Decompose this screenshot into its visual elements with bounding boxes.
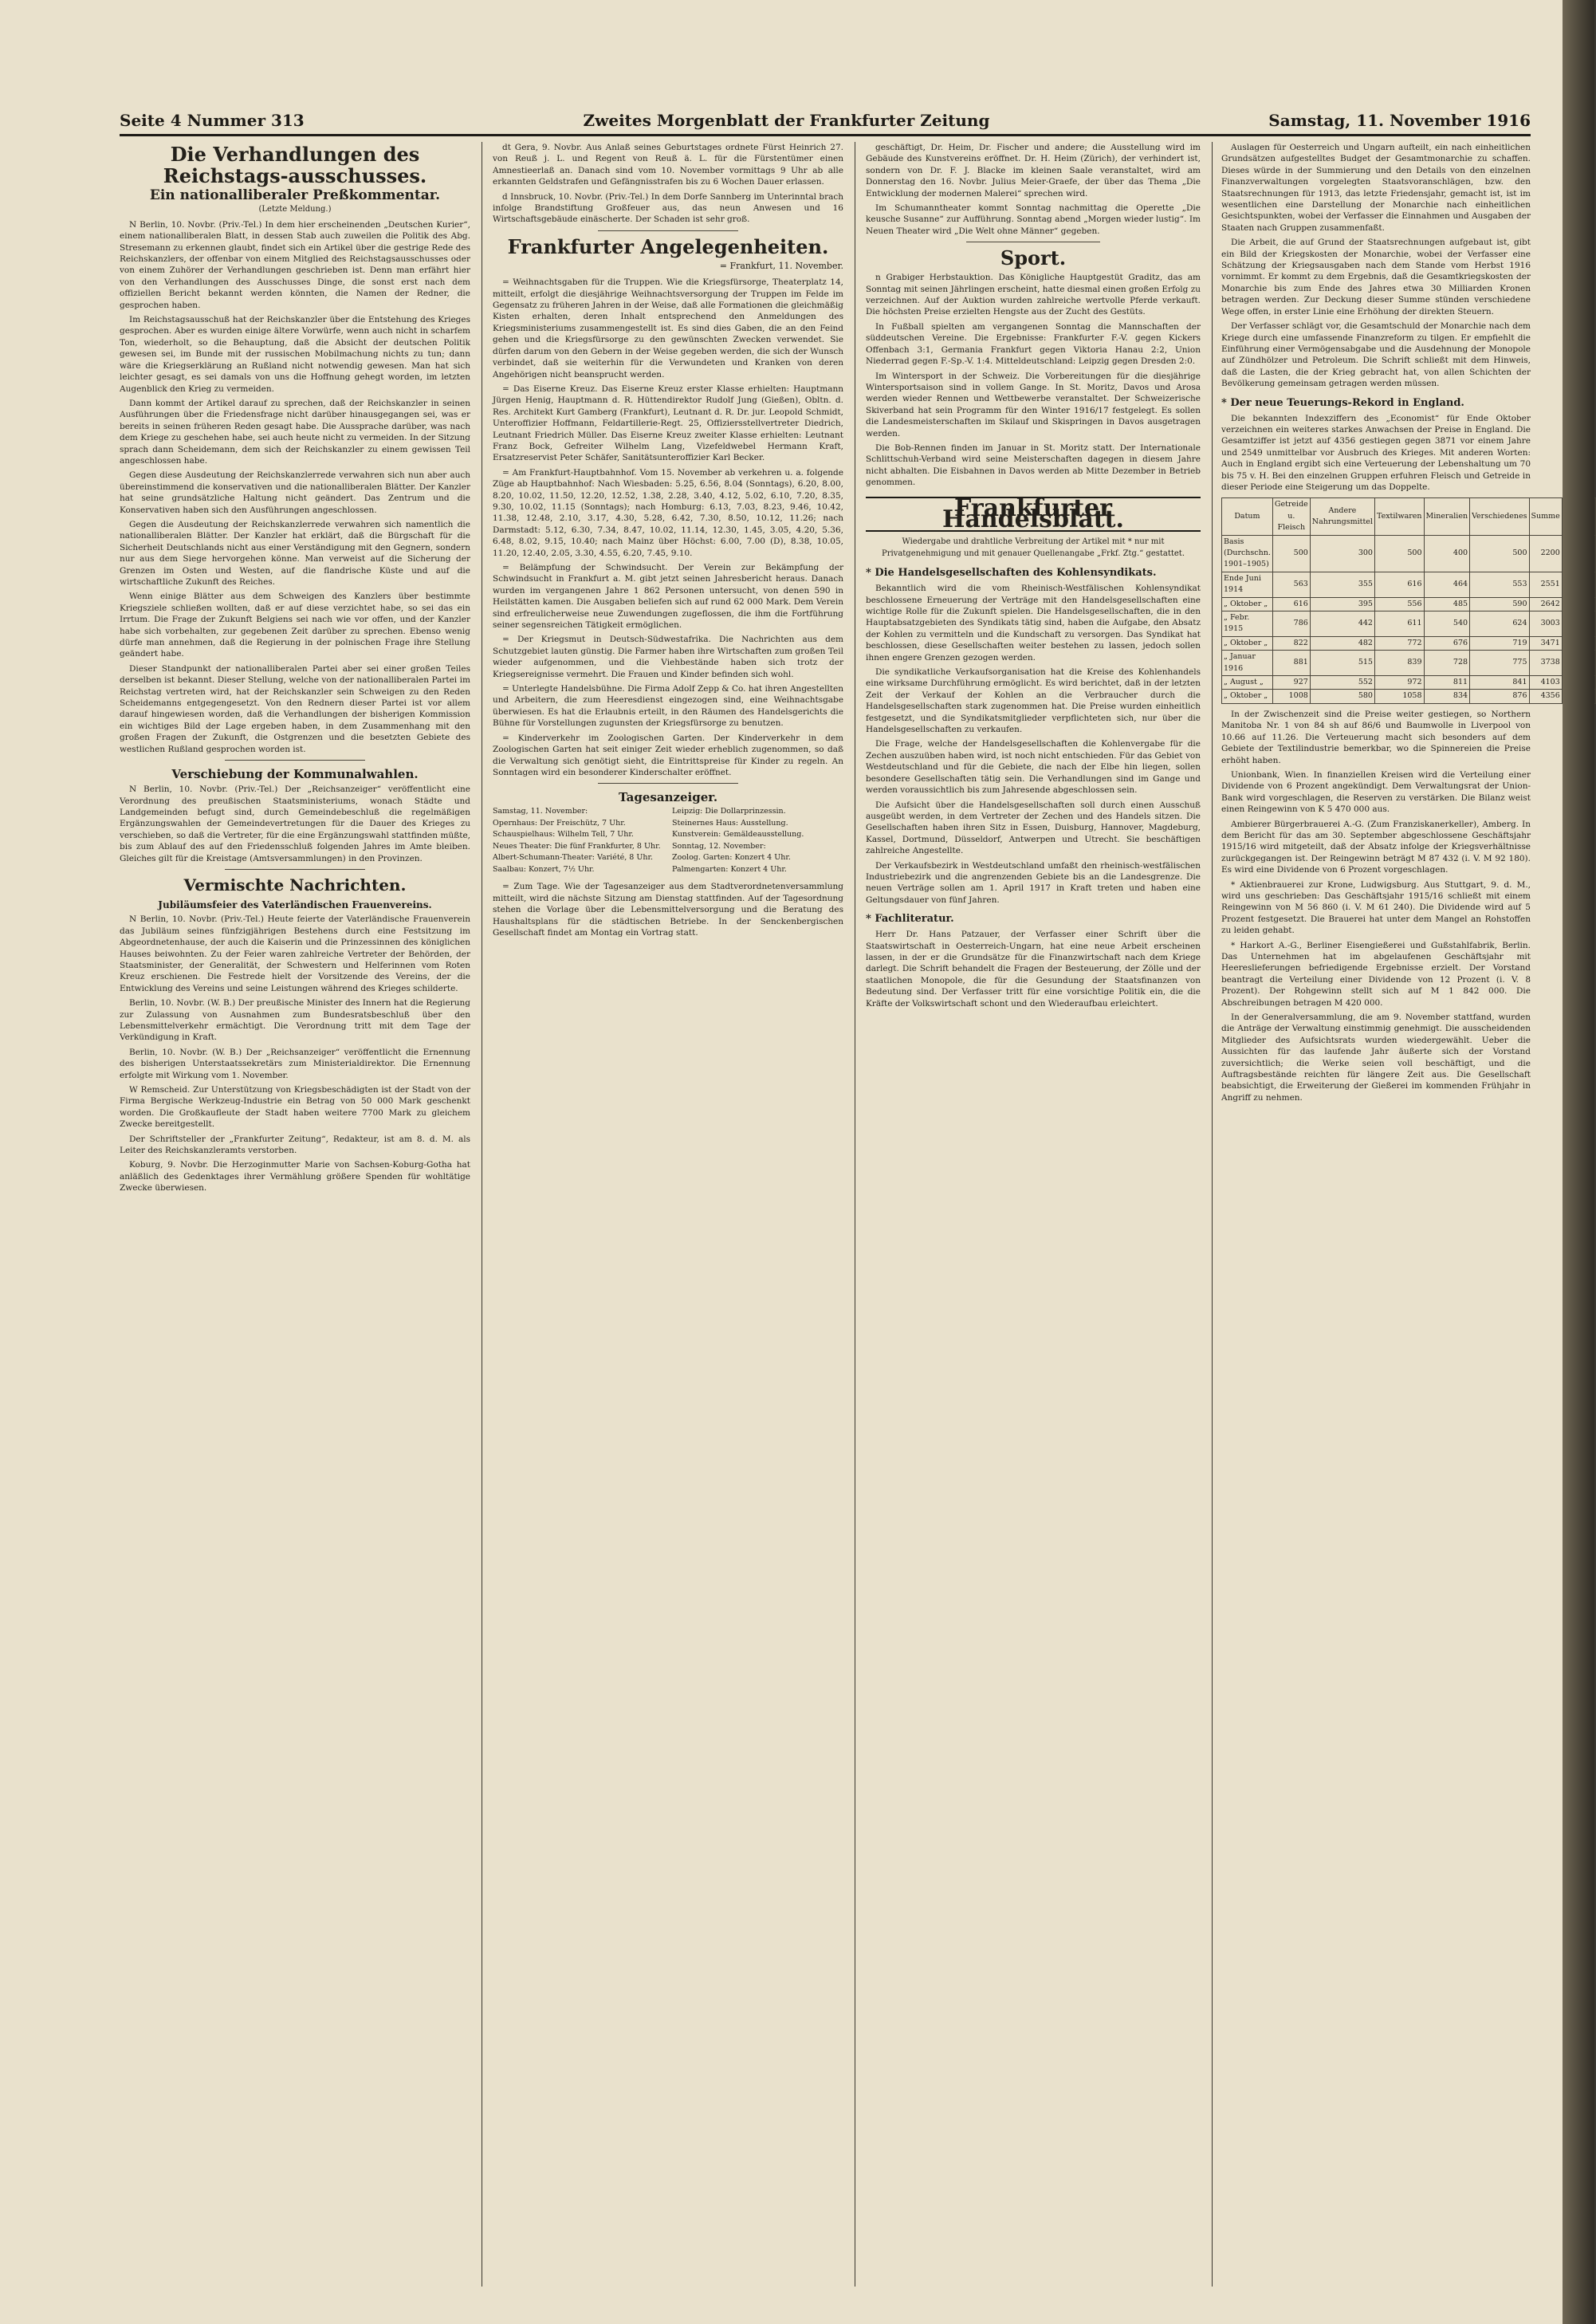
paragraph: Herr Dr. Hans Patzauer, der Verfasser einer Schrift über die Staatswirtschaft in Oesterreich-Ungarn, hat eine neue Arbeit erscheinen lassen, in der er die Grundsätze für die Finanzwirtschaft nach dem Kriege darlegt. Die Schrift behandelt die Fragen der Besteuerung, der Zölle und der staatlichen Monopole, die für die Gesundung der Staatsfinanzen von Bedeutung sind. Der Verfasser tritt für eine vorsichtige Politik ein, die die Kräfte der Volkswirtschaft schont und den Wiederaufbau erleichtert. — [866, 930, 1201, 1009]
table-cell: 3738 — [1529, 651, 1562, 676]
table-cell: 464 — [1424, 572, 1470, 597]
table-cell: 553 — [1470, 572, 1529, 597]
paragraph: Im Reichstagsausschuß hat der Reichskanzler über die Entstehung des Krieges gesprochen. Aber es wurden einige ältere Vorwürfe, wenn auch nicht in scharfem Ton, wiederholt, so die Behauptung, daß die Absicht der deutschen Politik gewesen sei, im Bunde mit der russischen Mobilmachung nichts zu tun; dann wäre die Kriegserklärung an Rußland nicht notwendig gewesen. Man hat sich leichter gesagt, es sei damals von uns die Hoffnung gehegt worden, im letzten Augenblick den Krieg zu vermeiden. — [120, 315, 470, 394]
paragraph: Auslagen für Oesterreich und Ungarn aufteilt, ein nach einheitlichen Grundsätzen aufgestelltes Budget der Gesamtmonarchie zu schaffen. Dieses würde in der Summierung und den Details von den einzelnen Finanzverwaltungen vorgelegten Staatsvoranschlägen, bzw. den Staatsrechnungen für 1913, das letzte Friedensjahr, gemacht ist, ist im wesentlichen eine Darstellung der Monarchie nach einheitlichen Gesichtspunkten, wobei der Verfasser die Einnahmen und Ausgaben der Staaten nach Gruppen zusammenfaßt. — [1221, 143, 1531, 233]
paragraph: = Das Eiserne Kreuz. Das Eiserne Kreuz erster Klasse erhielten: Hauptmann Jürgen Henig, Hauptmann d. R. Hüttendirektor Rudolf Jung (Gießen), Obltn. d. Res. Architekt Kurt Gamberg (Frankfurt), Leutnant d. R. Dr. jur. Leopold Schmidt, Unteroffizier Hoffmann, Feldartillerie-Regt. 25, Offiziersstellvertreter Diedrich, Leutnant Friedrich Müller. Das Eiserne Kreuz zweiter Klasse erhielten: Leutnant Franz Bock, Gefreiter Wilhelm Lang, Vizefeldwebel Hermann Kraft, Ersatzreservist Peter Schäfer, Sanitätsunteroffizier Karl Becker. — [493, 383, 843, 463]
tagesanzeiger-listing — [493, 807, 843, 876]
paragraph: * Harkort A.-G., Berliner Eisengießerei und Gußstahlfabrik, Berlin. Das Unternehmen hat im abgelaufenen Geschäftsjahr mit Heereslieferungen befriedigende Ergebnisse erzielt. Der Vorstand beantragt die Verteilung einer Dividende von 12 Prozent (i. V. 8 Prozent). Der Rohgewinn stellt sich auf M 1 842 000. Die Abschreibungen betragen M 420 000. — [1221, 940, 1531, 1008]
paragraph: = Weihnachtsgaben für die Truppen. Wie die Kriegsfürsorge, Theaterplatz 14, mitteilt, erfolgt die diesjährige Weihnachtsversorgung der Truppen im Felde im Gegensatz zu früheren Jahren in der Weise, daß alle Formationen die gleichmäßig Kisten erhalten, deren Inhalt entsprechend den Anmeldungen des Kriegsministeriums zusammengestellt ist. Es sind dies Gaben, die an den Feind gehen und die Kriegsfürsorge zu den gewünschten Zwecken verwendet. Sie dürfen darum von den Gebern in der Weise gegeben werden, die sich der Wunsch verbindet, daß sie weiterhin für die Verwundeten und Kranken von deren Angehörigen nicht beansprucht werden. — [493, 277, 843, 379]
table-cell: 881 — [1272, 651, 1310, 676]
table-cell: 772 — [1374, 636, 1424, 650]
table-cell: 3003 — [1529, 611, 1562, 637]
listing-item: Zoolog. Garten: Konzert 4 Uhr. — [672, 853, 791, 863]
paragraph: = Unterlegte Handelsbühne. Die Firma Adolf Zepp & Co. hat ihren Angestellten und Arbeitern, die zum Heeresdienst eingezogen sind, eine Weihnachtsgabe überwiesen. Es hat die Erlaubnis erteilt, in den Räumen des Handelsgerichts die Bühne für Vorstellungen zugunsten der Kriegsfürsorge zu benutzen. — [493, 684, 843, 729]
table-row — [1222, 676, 1596, 690]
table-cell: 485 — [1424, 597, 1470, 611]
table-cell: 616 — [1374, 572, 1424, 597]
binding-gutter — [1563, 0, 1594, 2324]
listing-item: Schauspielhaus: Wilhelm Tell, 7 Uhr. — [493, 830, 634, 840]
paragraph: N Berlin, 10. Novbr. (Priv.-Tel.) Der „Reichsanzeiger“ veröffentlicht eine Verordnung des preußischen Staatsministeriums, wonach Städte und Landgemeinden befugt sind, durch Gemeindebeschluß die regelmäßigen Ergänzungswahlen der Gemeindevertretungen für die Dauer des Krieges zu verschieben, so daß die Vertreter, für die eine Ergänzungswahl stattfinden müßte, bis zum Ablauf des auf den Friedensschluß folgenden Jahres im Amte bleiben. Gleiches gilt für die Kreistage (Amtsversammlungen) in den Provinzen. — [120, 784, 470, 863]
table-header-row — [1222, 498, 1596, 535]
paragraph: In der Zwischenzeit sind die Preise weiter gestiegen, so Northern Manitoba Nr. 1 von 84 sh auf 86/6 und Baumwolle in Liverpool von 10.66 auf 11.26. Die Verteuerung macht sich besonders auf dem Gebiete der Textilindustrie bemerkbar, wo die Spinnereien die Preise erhöht haben. — [1221, 709, 1531, 765]
paragraph: Die Aufsicht über die Handelsgesellschaften soll durch einen Ausschuß ausgeübt werden, in dem Vertreter der Zechen und des Handels sitzen. Die Gesellschaften haben ihren Sitz in Essen, Duisburg, Hannover, Magdeburg, Kassel, Dortmund, Düsseldorf, Antwerpen und Utrecht. Sie beschäftigen zahlreiche Angestellte. — [866, 800, 1201, 856]
table-header-cell: Textilwaren — [1374, 498, 1424, 535]
paragraph: = Am Frankfurt-Hauptbahnhof. Vom 15. November ab verkehren u. a. folgende Züge ab Hauptbahnhof: Nach Wiesbaden: 5.25, 6.56, 8.04 (Sonntags), 6.20, 8.00, 8.20, 10.02, 11.50, 12.20, 12.52, 1.38, 2.28, 3.40, 4.12, 5.02, 6.10, 7.20, 8.35, 9.30, 10.02, 11.15 (Sonntags); nach Homburg: 6.13, 7.03, 8.23, 9.46, 10.42, 11.38, 12.48, 2.10, 3.17, 4.30, 5.28, 6.42, 7.30, 8.50, 10.12, 11.26; nach Darmstadt: 5.12, 6.30, 7.34, 8.47, 10.02, 11.14, 12.30, 1.45, 3.05, 4.20, 5.36, 6.48, 8.02, 9.15, 10.40; nach Mainz über Höchst: 6.00, 7.00 (D), 8.38, 10.05, 11.20, 12.40, 2.05, 3.30, 4.55, 6.20, 7.45, 9.10. — [493, 467, 843, 558]
paragraph: Berlin, 10. Novbr. (W. B.) Der preußische Minister des Innern hat die Regierung zur Zulassung von Ausnahmen zum Bundesratsbeschluß über den Lebensmittelverkehr ermächtigt. Die Verordnung tritt mit dem Tage der Verkündigung in Kraft. — [120, 998, 470, 1043]
paragraph: dt Gera, 9. Novbr. Aus Anlaß seines Geburtstages ordnete Fürst Heinrich 27. von Reuß j. L. und Regent von Reuß ä. L. für die Fürstentümer einen Amnestieerlaß an. Danach sind vom 10. November vormittags 9 Uhr ab alle erkannten Geldstrafen und Gefängnisstrafen bis zu 6 Wochen Dauer erlassen. — [493, 143, 843, 187]
article-title-reichstag: Die Verhandlungen des Reichstags-ausschusses. — [163, 143, 427, 187]
table-row — [1222, 572, 1596, 597]
table-cell: 1058 — [1374, 690, 1424, 703]
paragraph: Dieser Standpunkt der nationalliberalen Partei aber sei einer großen Teiles derselben ist bekannt. Dieser Stellung, welche von der nationalliberalen Partei im Reichstag vertreten wird, hat der Reichskanzler sein Schweigen zu den Reden Scheidemanns entgegengesetzt. Von den Rednern dieser Partei ist vor allem darauf hingewiesen worden, daß die Verhandlungen der bisherigen Kommission ein wichtiges Bild der Lage ergeben haben, in dem Zusammenhang mit den großen Fragen der Zukunft, die Ostgrenzen und die besetzten Gebiete des westlichen Rußland gesprochen worden ist. — [120, 663, 470, 754]
paragraph: = Zum Tage. Wie der Tagesanzeiger aus dem Stadtverordnetenversammlung mitteilt, wird die nächste Sitzung am Dienstag stattfinden. Auf der Tagesordnung stehen die Vorlage über die Lebensmittelversorgung und die Beratung des Haushaltsplans für die städtischen Betriebe. In der Senckenbergischen Gesellschaft findet am Montag ein Vortrag statt. — [493, 882, 843, 938]
table-cell: Ende Juni 1914 — [1222, 572, 1273, 597]
paragraph: Berlin, 10. Novbr. (W. B.) Der „Reichsanzeiger“ veröffentlicht die Ernennung des bisherigen Unterstaatssekretärs zum Ministerialdirektor. Die Ernennung erfolgte mit Wirkung vom 1. November. — [120, 1047, 470, 1080]
listing-item: Kunstverein: Gemäldeausstellung. — [672, 830, 804, 840]
table-cell: 876 — [1470, 690, 1529, 703]
table-cell: 400 — [1424, 535, 1470, 572]
paragraph: N Berlin, 10. Novbr. (Priv.-Tel.) In dem hier erscheinenden „Deutschen Kurier“, einem nationalliberalen Blatt, in dessen Stab auch zuweilen die Politik des Abg. Stresemann zu erkennen glaubt, findet sich ein Artikel über die gestrige Rede des Reichskanzlers, der offenbar von einem Mitglied des Reichstagsausschusses oder von einem Zuhörer der Verhandlungen geschrieben ist. Denn man erfährt hier von den Verhandlungen des Ausschusses Dinge, die sonst erst nach dem offiziellen Bericht bekannt werden könnten, die Namen der Redner, die gesprochen haben. — [120, 219, 470, 310]
subheading-jubilaeum: Jubiläumsfeier des Vaterländischen Frauenvereins. — [158, 899, 432, 910]
table-cell: 3471 — [1529, 636, 1562, 650]
handelsblatt-banner: Frankfurter Handelsblatt. — [866, 497, 1201, 533]
paragraph: Die syndikatliche Verkaufsorganisation hat die Kreise des Kohlenhandels eine wirksame Durchführung ermöglicht. Es wird berichtet, daß in der letzten Zeit der Verkauf der Kohlen an die Verbraucher durch die Handelsgesellschaften stark zugenommen hat. Die Preise wurden einheitlich festgesetzt, und die Syndikatsmitglieder verpflichteten sich, nur über die Handelsgesellschaften zu verkaufen. — [866, 667, 1201, 735]
heading-tagesanzeiger: Tagesanzeiger. — [618, 790, 718, 805]
paragraph: Unionbank, Wien. In finanziellen Kreisen wird die Verteilung einer Dividende von 6 Prozent angekündigt. Dem Verwaltungsrat der Union-Bank wird vorgeschlagen, die Reserven zu verstärken. Die Bilanz weist einen Reingewinn von K 5 470 000 aus. — [1221, 769, 1531, 815]
table-cell: 2200 — [1529, 535, 1562, 572]
paragraph: Die bekannten Indexziffern des „Economist“ für Ende Oktober verzeichnen ein weiteres starkes Anwachsen der Preise in England. Die Gesamtziffer ist jetzt auf 4356 gestiegen gegen 3871 vor einem Jahre und 2549 unmittelbar vor Ausbruch des Krieges. Mit anderen Worten: Auch in England ergibt sich eine Verteuerung der Lebenshaltung um 70 bis 75 v. H. Bei den einzelnen Gruppen erfuhren Fleisch und Getreide in dieser Periode eine Steigerung um das Doppelte. — [1221, 413, 1531, 492]
table-cell: 786 — [1272, 611, 1310, 637]
table-cell: 300 — [1310, 535, 1374, 572]
tagesanzeiger-left — [493, 807, 664, 876]
article-subtitle: Ein nationalliberaler Preßkommentar. — [149, 187, 441, 203]
separator — [598, 230, 738, 231]
table-cell: 395 — [1310, 597, 1374, 611]
masthead-paper-title: Zweites Morgenblatt der Frankfurter Zeitung — [583, 111, 990, 130]
table-cell: 2642 — [1529, 597, 1562, 611]
table-cell: 719 — [1470, 636, 1529, 650]
table-header-cell: Verschiedenes — [1470, 498, 1529, 535]
table-cell: „ Oktober „ — [1222, 690, 1273, 703]
paragraph: In Fußball spielten am vergangenen Sonntag die Mannschaften der süddeutschen Vereine. Die Ergebnisse: Frankfurter F.-V. gegen Kickers Offenbach 3:1, Germania Frankfurt gegen Viktoria Hanau 2:2, Union Niederrad gegen F.-Sp.-V. 1:4. Mitteldeutschland: Leipzig gegen Dresden 2:0. — [866, 321, 1201, 367]
table-cell: 580 — [1310, 690, 1374, 703]
table-row — [1222, 535, 1596, 572]
paragraph: = Der Kriegsmut in Deutsch-Südwestafrika. Die Nachrichten aus dem Schutzgebiet lauten günstig. Die Farmer haben ihre Wirtschaften zum großen Teil wieder aufgenommen, und die Viehbestände haben sich trotz der Kriegsereignisse vermehrt. Die Frauen und Kinder befinden sich wohl. — [493, 635, 843, 679]
table-cell: „ Oktober „ — [1222, 636, 1273, 650]
heading-fachliteratur: * Fachliteratur. — [866, 913, 954, 926]
heading-frankfurter-angelegenheiten: Frankfurter Angelegenheiten. — [507, 234, 829, 258]
top-rule — [120, 134, 1531, 136]
paragraph: * Aktienbrauerei zur Krone, Ludwigsburg. Aus Stuttgart, 9. d. M., wird uns geschrieben: Das Geschäftsjahr 1915/16 schließt mit einem Reingewinn von M 56 860 (i. V. M 61 240). Die Dividende wird auf 5 Prozent festgesetzt. Die Brauerei hat unter dem Mangel an Rohstoffen zu leiden gehabt. — [1221, 879, 1531, 936]
paragraph: N Berlin, 10. Novbr. (Priv.-Tel.) Heute feierte der Vaterländische Frauenverein das Jubiläum seines fünfzigjährigen Bestehens durch eine Festsitzung im Abgeordnetenhause, der auch die Kaiserin und die Prinzessinnen des königlichen Hauses beiwohnten. Zu der Feier waren zahlreiche Vertreter der Behörden, der Staatsminister, der Generalität, der Schwestern und Helferinnen vom Roten Kreuz erschienen. Die Festrede hielt der Vorsitzende des Vereins, der die Entwicklung des Vereins und seine Leistungen während des Krieges schilderte. — [120, 914, 470, 993]
masthead-page-number: Seite 4 Nummer 313 — [120, 111, 305, 130]
paragraph: Bekanntlich wird die vom Rheinisch-Westfälischen Kohlensyndikat beschlossene Erneuerung der Verträge mit den Handelsgesellschaften eine wichtige Rolle für die Zukunft spielen. Die Handelsgesellschaften, die in den Hauptabsatzgebieten des Syndikats tätig sind, haben die Aufgabe, den Absatz der Kohlen zu vermitteln und die Kundschaft zu versorgen. Das Syndikat hat beschlossen, diese Gesellschaften weiter bestehen zu lassen, jedoch sollen ihnen engere Grenzen gezogen werden. — [866, 584, 1201, 663]
table-header-cell: Datum — [1222, 498, 1273, 535]
table-cell: 355 — [1310, 572, 1374, 597]
separator — [225, 869, 365, 870]
tagesanzeiger-right — [672, 807, 843, 876]
table-cell: 927 — [1272, 676, 1310, 690]
paragraph: Gegen die Ausdeutung der Reichskanzlerrede verwahren sich namentlich die nationalliberalen Blätter. Der Kanzler hat erklärt, daß die Bürgschaft für die Sicherheit Deutschlands nicht aus einer Verständigung mit den Gegnern, sondern nur aus dem Siege hervorgehen könne. Man verweist auf die Sicherung der Grenzen im Osten und Westen, auf die flandrische Küste und auf die wirtschaftliche Zukunft des Reiches. — [120, 519, 470, 587]
paragraph: d Innsbruck, 10. Novbr. (Priv.-Tel.) In dem Dorfe Sannberg im Unterinntal brach infolge Brandstiftung Großfeuer aus, das neun Anwesen und 16 Wirtschaftsgebäude einäscherte. Der Schaden ist sehr groß. — [493, 191, 843, 225]
table-cell: 4103 — [1529, 676, 1562, 690]
table-cell: „ Januar 1916 — [1222, 651, 1273, 676]
table-cell: 972 — [1374, 676, 1424, 690]
column-3 — [866, 142, 1201, 2287]
heading-sport: Sport. — [1000, 246, 1067, 270]
dateline: = Frankfurt, 11. November. — [719, 260, 843, 271]
listing-item: Albert-Schumann-Theater: Variété, 8 Uhr. — [493, 853, 653, 863]
table-header-cell: Mineralien — [1424, 498, 1470, 535]
listing-item: Sonntag, 12. November: — [672, 841, 766, 851]
table-cell: 552 — [1310, 676, 1374, 690]
paragraph: Ambierer Bürgerbrauerei A.-G. (Zum Franziskanerkeller), Amberg. In dem Bericht für das am 30. September abgeschlossene Geschäftsjahr 1915/16 wird mitgeteilt, daß der Absatz infolge der Kriegsverhältnisse zurückgegangen ist. Der Reingewinn beträgt M 87 432 (i. V. M 92 180). Es wird eine Dividende von 6 Prozent vorgeschlagen. — [1221, 819, 1531, 875]
table-cell: 822 — [1272, 636, 1310, 650]
table-cell: 841 — [1470, 676, 1529, 690]
table-cell: 728 — [1424, 651, 1470, 676]
column-4 — [1221, 142, 1560, 2287]
table-cell: 4356 — [1529, 690, 1562, 703]
listing-item: Neues Theater: Die fünf Frankfurter, 8 Uhr. — [493, 841, 661, 851]
table-cell: 624 — [1470, 611, 1529, 637]
listing-item: Saalbau: Konzert, 7½ Uhr. — [493, 864, 595, 874]
paragraph: = Belämpfung der Schwindsucht. Der Verein zur Bekämpfung der Schwindsucht in Frankfurt a. M. gibt jetzt seinen Jahresbericht heraus. Danach wurden im vergangenen Jahre 1 862 Personen untersucht, von denen 590 in Heilstätten kamen. Die Ausgaben beliefen sich auf rund 62 000 Mark. Dem Verein sind erfreulicherweise neue Zuwendungen zugeflossen, die ihm die Fortführung seiner segensreichen Tätigkeit ermöglichen. — [493, 563, 843, 631]
table-cell: 611 — [1374, 611, 1424, 637]
heading-teuerung: * Der neue Teuerungs-Rekord in England. — [1221, 396, 1464, 409]
table-cell: 556 — [1374, 597, 1424, 611]
paragraph: Im Wintersport in der Schweiz. Die Vorbereitungen für die diesjährige Wintersportsaison sind in vollem Gange. In St. Moritz, Davos und Arosa werden wieder Rennen und Wettbewerbe veranstaltet. Der Schweizerische Skiverband hat sein Programm für den Winter 1916/17 festgelegt. Es sollen die Landesmeisterschaften im Skilauf und Skispringen in Davos ausgetragen werden. — [866, 371, 1201, 438]
table-row — [1222, 651, 1596, 676]
paragraph: Der Schriftsteller der „Frankfurter Zeitung“, Redakteur, ist am 8. d. M. als Leiter des Reichskanzleramts verstorben. — [120, 1134, 470, 1156]
paragraph: Wenn einige Blätter aus dem Schweigen des Kanzlers über bestimmte Kriegsziele schließen wollten, daß er auf diese verzichtet habe, so sei das ein Irrtum. Die Frage der Zukunft Belgiens sei nach wie vor offen, und der Kanzler habe sich vorbehalten, zur gegebenen Zeit darüber zu sprechen. Ebenso wenig dürfe man annehmen, daß die Regierung in der polnischen Frage ihre Stellung geändert habe. — [120, 592, 470, 659]
article-note: (Letzte Meldung.) — [258, 205, 332, 214]
table-cell: 500 — [1272, 535, 1310, 572]
table-cell: 2551 — [1529, 572, 1562, 597]
paragraph: Gegen diese Ausdeutung der Reichskanzlerrede verwahren sich nun aber auch übereinstimmend die konservativen und die nationalliberalen Blätter. Der Kanzler hat seine grundsätzliche Haltung nicht geändert. Das Zentrum und die Konservativen haben sich den Ausführungen angeschlossen. — [120, 470, 470, 515]
table-header-cell: Andere Nahrungsmittel — [1310, 498, 1374, 535]
price-index-table — [1221, 497, 1596, 704]
listing-item: Opernhaus: Der Freischütz, 7 Uhr. — [493, 818, 626, 828]
listing-item: Leipzig: Die Dollarprinzessin. — [672, 807, 786, 816]
table-cell: 540 — [1424, 611, 1470, 637]
table-header-cell: Getreide u. Fleisch — [1272, 498, 1310, 535]
listing-item: Palmengarten: Konzert 4 Uhr. — [672, 864, 787, 874]
paragraph: Der Verkaufsbezirk in Westdeutschland umfaßt den rheinisch-westfälischen Industriebezirk und die angrenzenden Gebiete bis an die Landesgrenze. Die neuen Verträge sollen am 1. April 1917 in Kraft treten und haben eine Geltungsdauer von fünf Jahren. — [866, 860, 1201, 905]
masthead — [120, 112, 1531, 129]
table-row — [1222, 636, 1596, 650]
table-cell: 590 — [1470, 597, 1529, 611]
table-cell: 811 — [1424, 676, 1470, 690]
separator — [598, 783, 738, 784]
paragraph: geschäftigt, Dr. Heim, Dr. Fischer und andere; die Ausstellung wird im Gebäude des Kunstvereins eröffnet. Dr. H. Heim (Zürich), der verhindert ist, sondern von Dr. F. J. Blacke im kleinen Saale veranstaltet, wird am Donnerstag den 16. Novbr. Julius Meier-Graefe, der über das Thema „Die Entwicklung der modernen Malerei“ sprechen wird. — [866, 143, 1201, 199]
paragraph: Die Bob-Rennen finden im Januar in St. Moritz statt. Der Internationale Schlittschuh-Verband wird seine Meisterschaften dagegen in diesem Jahre nicht abhalten. Die Eisbahnen in Davos werden ab Mitte Dezember in Betrieb genommen. — [866, 442, 1201, 488]
table-cell: 482 — [1310, 636, 1374, 650]
table-cell: 442 — [1310, 611, 1374, 637]
table-cell: 775 — [1470, 651, 1529, 676]
table-cell: 676 — [1424, 636, 1470, 650]
column-1 — [120, 142, 470, 2287]
listing-item: Samstag, 11. November: — [493, 807, 588, 816]
heading-vermischte: Vermischte Nachrichten. — [183, 875, 407, 895]
paragraph: Dann kommt der Artikel darauf zu sprechen, daß der Reichskanzler in seinen Ausführungen über die Friedensfrage nicht darüber hinausgegangen sei, was er bereits in seinen früheren Reden gesagt habe. Die Aussprache darüber, was nach dem Kriege zu geschehen habe, sei auch heute nicht zu vermeiden. In der Sitzung sprach dann Scheidemann, dem sich der Reichskanzler zu einem gewissen Teil angeschlossen habe. — [120, 398, 470, 466]
table-cell: 500 — [1470, 535, 1529, 572]
table-cell: 839 — [1374, 651, 1424, 676]
table-cell: „ Febr. 1915 — [1222, 611, 1273, 637]
paragraph: W Remscheid. Zur Unterstützung von Kriegsbeschädigten ist der Stadt von der Firma Bergische Werkzeug-Industrie ein Betrag von 50 000 Mark geschenkt worden. Die Großkaufleute der Stadt haben weitere 7700 Mark zu gleichem Zwecke bereitgestellt. — [120, 1085, 470, 1130]
paragraph: Koburg, 9. Novbr. Die Herzoginmutter Marie von Sachsen-Koburg-Gotha hat anläßlich des Gedenktages ihrer Vermählung größere Spenden für wohltätige Zwecke überwiesen. — [120, 1160, 470, 1193]
column-divider — [1212, 142, 1213, 2287]
separator — [225, 760, 365, 761]
table-cell: Basis (Durchschn. 1901–1905) — [1222, 535, 1273, 572]
table-cell: 616 — [1272, 597, 1310, 611]
paragraph: Im Schumanntheater kommt Sonntag nachmittag die Operette „Die keusche Susanne“ zur Aufführung. Sonntag abend „Morgen wieder lustig“. Im Neuen Theater wird „Die Welt ohne Männer“ gegeben. — [866, 203, 1201, 236]
table-cell: 500 — [1374, 535, 1424, 572]
paragraph: In der Generalversammlung, die am 9. November stattfand, wurden die Anträge der Verwaltung einstimmig genehmigt. Die ausscheidenden Mitglieder des Aufsichtsrats wurden wiedergewählt. Ueber die Aussichten für das laufende Jahr äußerte sich der Vorstand zuversichtlich; die Werke seien voll beschäftigt, und die Auftragsbestände reichten für längere Zeit aus. Die Gesellschaft beabsichtigt, die Erweiterung der Gießerei im kommenden Frühjahr in Angriff zu nehmen. — [1221, 1013, 1531, 1103]
handelsblatt-note: Wiedergabe und drahtliche Verbreitung der Artikel mit * nur mit Privatgenehmigung und mit genauer Quellenangabe „Frkf. Ztg.“ gestattet. — [881, 537, 1185, 558]
paragraph: Der Verfasser schlägt vor, die Gesamtschuld der Monarchie nach dem Kriege durch eine umfassende Finanzreform zu tilgen. Er empfiehlt die Einführung einer Vermögensabgabe und die Ausdehnung der Monopole auf Zündhölzer und Petroleum. Die Schrift schließt mit dem Hinweis, daß die Lasten, die der Krieg gebracht hat, von allen Schichten der Bevölkerung gemeinsam getragen werden müssen. — [1221, 321, 1531, 389]
listing-item: Steinernes Haus: Ausstellung. — [672, 818, 788, 828]
table-row — [1222, 690, 1596, 703]
table-cell: 515 — [1310, 651, 1374, 676]
paragraph: Die Arbeit, die auf Grund der Staatsrechnungen aufgebaut ist, gibt ein Bild der Kriegskosten der Monarchie, wobei der Verfasser eine Schätzung der Kriegsausgaben nach dem Stande vom Herbst 1916 vornimmt. Er kommt zu dem Ergebnis, daß die Gesamtkriegskosten der Monarchie bis zum Ende des Jahres etwa 30 Milliarden Kronen betragen werden. Zur Deckung dieser Summe stünden verschiedene Wege offen, in erster Linie eine Erhöhung der direkten Steuern. — [1221, 238, 1531, 317]
masthead-date: Samstag, 11. November 1916 — [1268, 111, 1531, 130]
table-cell: 834 — [1424, 690, 1470, 703]
table-cell: „ Oktober „ — [1222, 597, 1273, 611]
table-cell: „ August „ — [1222, 676, 1273, 690]
paragraph: n Grabiger Herbstauktion. Das Königliche Hauptgestüt Graditz, das am Sonntag mit seinen Jährlingen erscheint, hatte diesmal einen großen Erfolg zu verzeichnen. Auf der Auktion wurden zahlreiche wertvolle Pferde verkauft. Die höchsten Preise erzielten Hengste aus der Zucht des Gestüts. — [866, 273, 1201, 317]
table-cell: 563 — [1272, 572, 1310, 597]
table-header-cell: Summe — [1529, 498, 1562, 535]
table-cell: 1008 — [1272, 690, 1310, 703]
table-row — [1222, 611, 1596, 637]
paragraph: = Kinderverkehr im Zoologischen Garten. Der Kinderverkehr in dem Zoologischen Garten hat seit einiger Zeit wieder erheblich zugenommen, so daß die Verwaltung sich genötigt sieht, die Eintrittspreise für Kinder zu regeln. An Sonntagen wird ein besonderer Kinderschalter eröffnet. — [493, 733, 843, 777]
heading-kohlensyndikat: * Die Handelsgesellschaften des Kohlensyndikats. — [866, 567, 1157, 580]
table-row — [1222, 597, 1596, 611]
heading-kommunalwahlen: Verschiebung der Kommunalwahlen. — [171, 767, 419, 782]
paragraph: Die Frage, welche der Handelsgesellschaften die Kohlenvergabe für die Zechen auszuüben haben wird, ist noch nicht entschieden. Für das Gebiet von Westdeutschland und für die Gebiete, die nach der Elbe hin liegen, sollen besondere Gesellschaften tätig sein. Die Verhandlungen sind im Gange und werden voraussichtlich bis zum Jahresende abgeschlossen sein. — [866, 739, 1201, 796]
column-2 — [493, 142, 843, 2287]
